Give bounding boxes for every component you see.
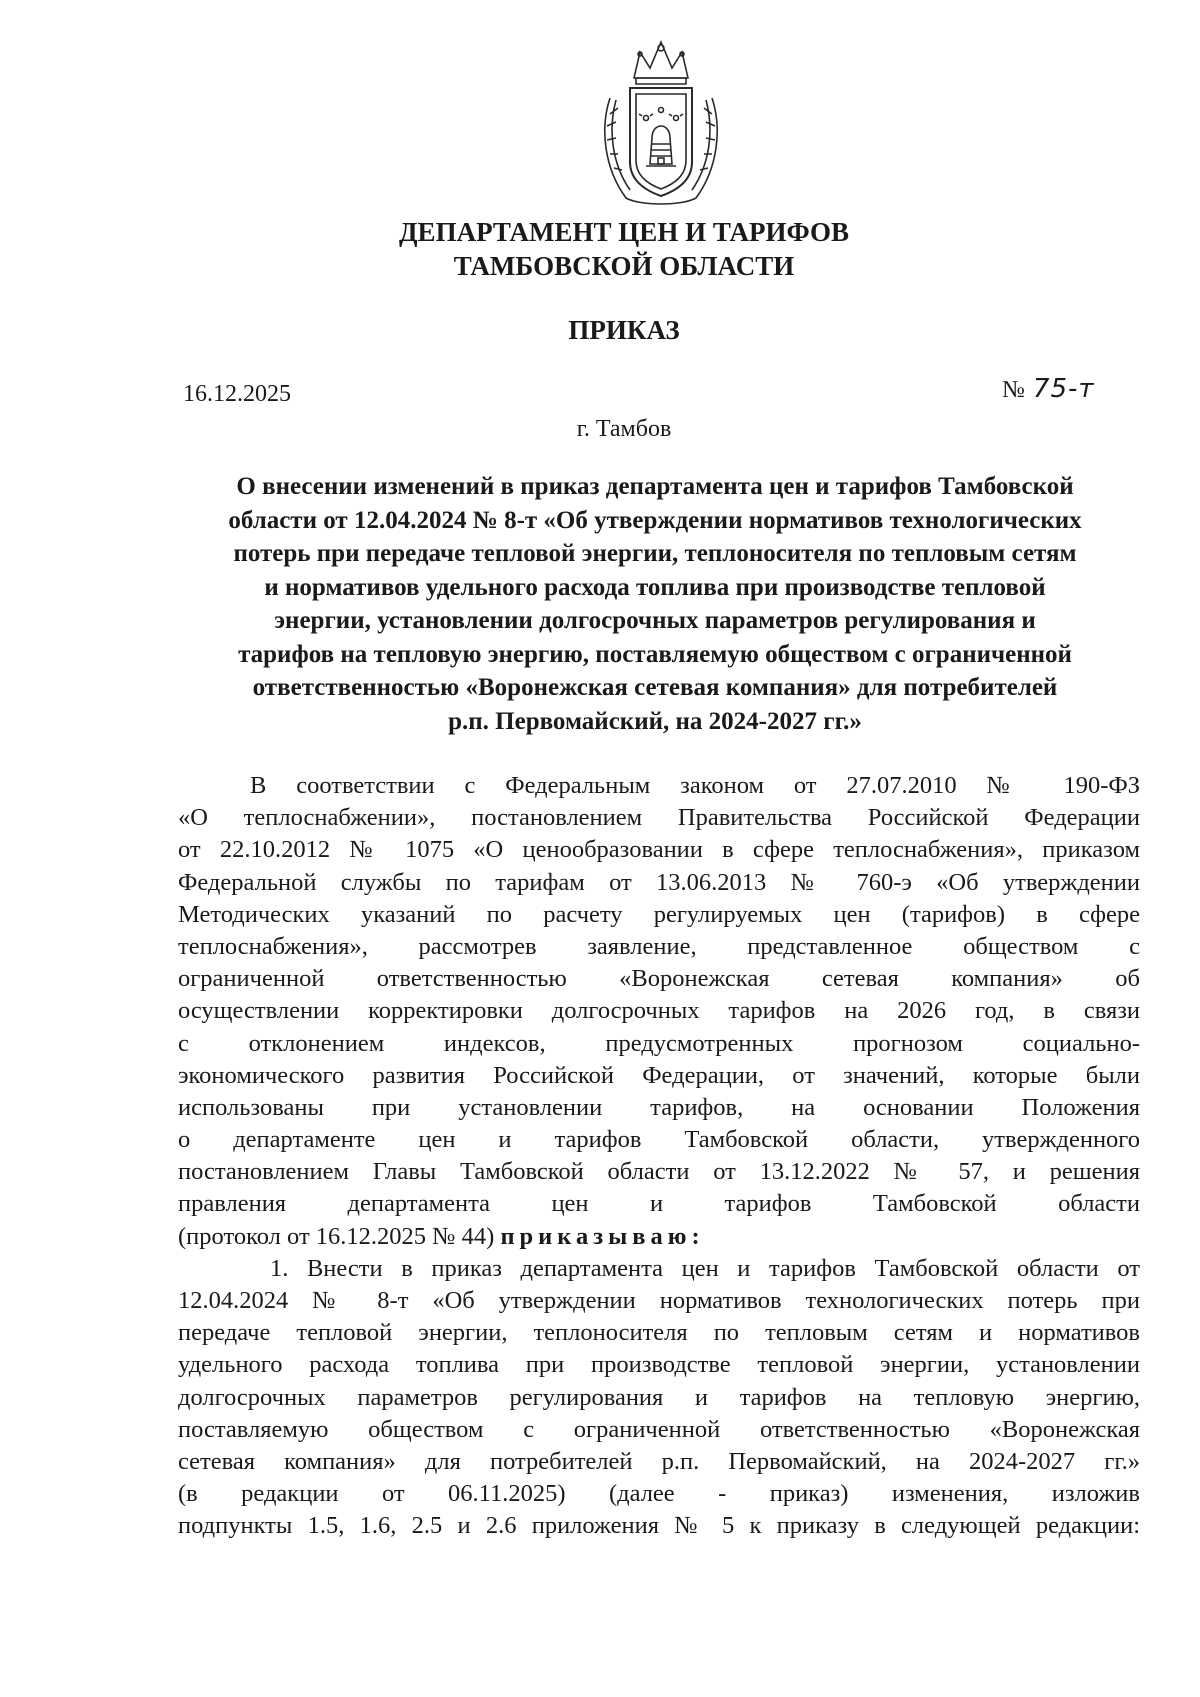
preamble-line: использованы при установлении тарифов, на основании Положения bbox=[178, 1093, 1140, 1121]
item1-line: передаче тепловой энергии, теплоносителя по тепловым сетям и нормативов bbox=[178, 1319, 1140, 1347]
title-line: энергии, установлении долгосрочных параметров регулирования и bbox=[274, 607, 1036, 634]
title-line: тарифов на тепловую энергию, поставляемую обществом с ограниченной bbox=[238, 640, 1072, 668]
title-line: потерь при передаче тепловой энергии, теплоносителя по тепловым сетям bbox=[233, 540, 1077, 567]
order-word: приказываю: bbox=[500, 1222, 705, 1250]
item1-line: подпункты 1.5, 1.6, 2.5 и 2.6 приложения № 5 к приказу в следующей редакции: bbox=[178, 1512, 1140, 1540]
coat-of-arms-emblem bbox=[596, 38, 726, 210]
organization-name-line1: ДЕПАРТАМЕНТ ЦЕН И ТАРИФОВ bbox=[398, 217, 850, 247]
item1-line: долгосрочных параметров регулирования и тарифов на тепловую энергию, bbox=[178, 1383, 1140, 1411]
preamble-line: осуществлении корректировки долгосрочных тарифов на 2026 год, в связи bbox=[178, 997, 1140, 1025]
preamble-line: с отклонением индексов, предусмотренных прогнозом социально- bbox=[178, 1029, 1140, 1057]
item1-line: (в редакции от 06.11.2025) (далее - приказ) изменения, изложив bbox=[178, 1480, 1140, 1508]
preamble-line: Федеральной службы по тарифам от 13.06.2013 № 760-э «Об утверждении bbox=[178, 868, 1140, 896]
preamble-line: Методических указаний по расчету регулируемых цен (тарифов) в сфере bbox=[178, 900, 1140, 928]
preamble-line: постановлением Главы Тамбовской области от 13.12.2022 № 57, и решения bbox=[178, 1158, 1140, 1186]
number-prefix: № bbox=[1002, 377, 1025, 403]
item1-line: поставляемую обществом с ограниченной ответственностью «Воронежская bbox=[178, 1415, 1140, 1443]
item1-line: 1. Внести в приказ департамента цен и тарифов Тамбовской области от bbox=[270, 1254, 1140, 1282]
document-date: 16.12.2025 bbox=[183, 381, 291, 407]
protocol-reference: (протокол от 16.12.2025 № 44) bbox=[178, 1222, 495, 1250]
preamble-line: «О теплоснабжении», постановлением Правительства Российской Федерации bbox=[178, 804, 1140, 832]
title-line: ответственностью «Воронежская сетевая компания» для потребителей bbox=[252, 674, 1058, 701]
preamble-line: правления департамента цен и тарифов Тамбовской области bbox=[178, 1190, 1140, 1218]
preamble-line: о департаменте цен и тарифов Тамбовской области, утвержденного bbox=[178, 1126, 1140, 1154]
title-line: и нормативов удельного расхода топлива при производстве тепловой bbox=[264, 573, 1046, 601]
preamble-line: ограниченной ответственностью «Воронежская сетевая компания» об bbox=[178, 965, 1140, 993]
preamble-line: от 22.10.2012 № 1075 «О ценообразовании в сфере теплоснабжения», приказом bbox=[178, 836, 1140, 864]
title-line: области от 12.04.2024 № 8-т «Об утверждении нормативов технологических bbox=[228, 506, 1082, 534]
document-number bbox=[1002, 374, 1095, 404]
item1-line: удельного расхода топлива при производстве тепловой энергии, установлении bbox=[178, 1351, 1140, 1379]
organization-name-line2: ТАМБОВСКОЙ ОБЛАСТИ bbox=[453, 251, 795, 281]
item1-line: 12.04.2024 № 8-т «Об утверждении нормативов технологических потерь при bbox=[178, 1287, 1140, 1314]
title-line: р.п. Первомайский, на 2024-2027 гг.» bbox=[448, 707, 862, 735]
preamble-line: экономического развития Российской Федерации, от значений, которые были bbox=[178, 1061, 1140, 1089]
handwritten-number: 75-т bbox=[1032, 374, 1095, 404]
preamble-line: В соответствии с Федеральным законом от 27.07.2010 № 190-ФЗ bbox=[250, 772, 1140, 799]
preamble-line: теплоснабжения», рассмотрев заявление, представленное обществом с bbox=[178, 932, 1140, 960]
document-body bbox=[178, 770, 1140, 1543]
title-line: О внесении изменений в приказ департамента цен и тарифов Тамбовской bbox=[236, 473, 1074, 500]
item1-line: сетевая компания» для потребителей р.п. Первомайский, на 2024-2027 гг.» bbox=[178, 1447, 1140, 1475]
document-title bbox=[170, 470, 1140, 738]
document-type: ПРИКАЗ bbox=[568, 315, 680, 345]
document-city: г. Тамбов bbox=[576, 416, 672, 442]
preamble-last-line bbox=[178, 1221, 1140, 1253]
